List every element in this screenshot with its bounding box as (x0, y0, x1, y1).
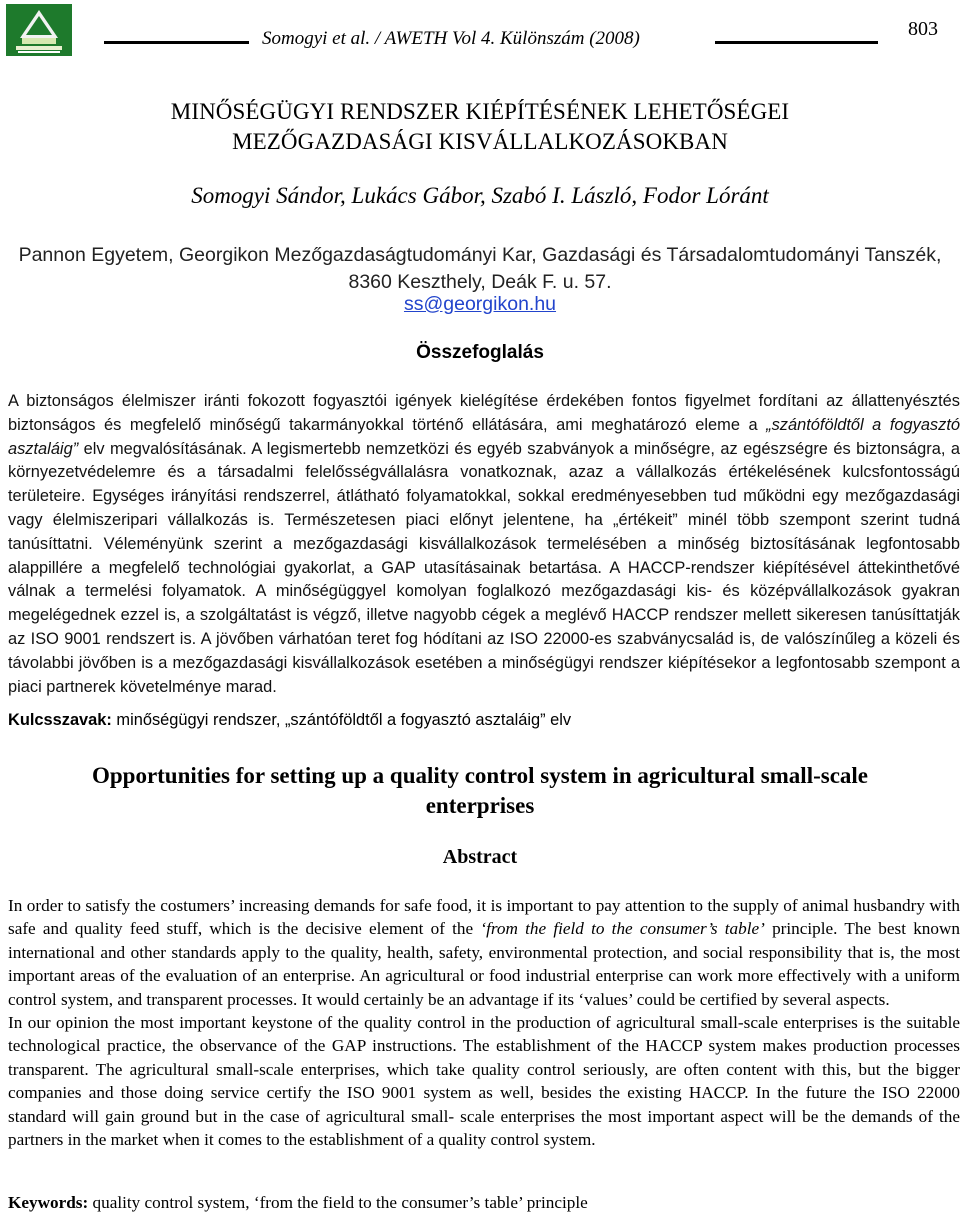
abstract-text: principle. The best known international and other standards apply to the quality, health, safety, environmental protection, and social responsibility that is, the most important areas of the evaluation of an enterprise. An agricultural or food industrial enterprise can work more effectively with a uniform control system, and transparent processes. It would certainly be an advantage if its ‘values’ could be certified by several aspects. (8, 919, 960, 1009)
keywords-text: minőségügyi rendszer, „szántóföldtől a fogyasztó asztaláig” elv (111, 711, 572, 729)
running-head: Somogyi et al. / AWETH Vol 4. Különszám (2008) (262, 28, 640, 49)
keywords-label: Kulcsszavak: (8, 711, 112, 729)
english-abstract-paragraph-1 (8, 894, 960, 1011)
hungarian-keywords (8, 709, 958, 732)
header-rule-left (104, 41, 249, 44)
page-number: 803 (908, 18, 938, 40)
affiliation-line2: 8360 Keszthely, Deák F. u. 57. (348, 271, 612, 293)
hungarian-abstract (8, 390, 960, 699)
affiliation-line1: Pannon Egyetem, Georgikon Mezőgazdaságtudományi Kar, Gazdasági és Társadalomtudományi Tanszék, (18, 244, 942, 266)
abstract-emphasis: ‘from the field to the consumer’s table’ (480, 919, 765, 939)
hungarian-title-line1: MINŐSÉGÜGYI RENDSZER KIÉPÍTÉSÉNEK LEHETŐSÉGEI (170, 99, 790, 124)
english-abstract-paragraph-2: In our opinion the most important keystone of the quality control in the production of agricultural small-scale enterprises is the suitable technological practice, the observance of the GAP instructions. The establishment of the HACCP system makes production processes transparent. The agricultural small-scale enterprises, which take quality control seriously, are often content with this, but the bigger companies and those doing service certify the ISO 9001 system as well, besides the existing HACCP. In the future the ISO 22000 standard will gain ground but in the case of agricultural small- scale enterprises the most important aspect will be the demands of the partners in the market when it comes to the establishment of a quality control system. (8, 1013, 960, 1150)
english-keywords (8, 1191, 958, 1214)
abstract-text: In order to satisfy the costumers’ increasing demands for safe food, it is important to pay attention to the supply of animal husbandry with safe and quality feed stuff, which is the decisive element of the (8, 896, 960, 939)
english-section-title: Abstract (442, 846, 518, 868)
abstract-emphasis: „szántóföldtől a fogyasztó asztaláig” (8, 415, 960, 458)
affiliation (0, 242, 960, 296)
english-title-line2: enterprises (425, 793, 535, 818)
hungarian-abstract-paragraph (8, 390, 960, 699)
authors: Somogyi Sándor, Lukács Gábor, Szabó I. László, Fodor Lóránt (191, 183, 769, 208)
hungarian-section-title: Összefoglalás (416, 342, 544, 363)
hungarian-title-line2: MEZŐGAZDASÁGI KISVÁLLALKOZÁSOKBAN (232, 129, 728, 154)
keywords-label: Keywords: (8, 1193, 89, 1212)
email-link[interactable] (0, 293, 960, 316)
email-text[interactable]: ss@georgikon.hu (403, 293, 557, 315)
english-title-line1: Opportunities for setting up a quality control system in agricultural small-scale (91, 763, 869, 788)
abstract-text: elv megvalósításának. A legismertebb nemzetközi és egyéb szabványok a minőségre, az egészségre és biztonságra, a környezetvédelemre és a társadalmi felelősségvállalásra vonatkoznak, azaz a vállalkozás értékelésének kulcsfontosságú területeire. Egységes irányítási rendszerrel, átlátható folyamatokkal, sokkal eredményesebben tud működni egy mezőgazdasági vagy élelmiszeripari vállalkozás is. Természetesen piaci előnyt jelentene, ha „értékeit” minél több szempont szerint tudná tanúsíttatni. Véleményünk szerint a mezőgazdasági kisvállalkozások termelésében a minőség biztosításának legfontosabb alappillére a megfelelő technológiai gyakorlat, a GAP utasításainak betartása. A HACCP-rendszer kiépítésével áttekinthetővé válnak a termelési folyamatok. A minőségüggyel komolyan foglalkozó mezőgazdasági kis- és középvállalkozások gyakran megelégednek ezzel is, a szolgáltatást is végző, illetve nagyobb cégek a meglévő HACCP rendszer mellett sikeresen tanúsíttatják az ISO 9001 rendszert is. A jövőben várhatóan teret fog hódítani az ISO 22000-es szabványcsalád is, de valószínűleg a közeli és távolabbi jövőben is a mezőgazdasági kisvállalkozások esetében a minőségügyi rendszer kiépítésekor a legfontosabb szempont a piaci partnerek követelménye marad. (8, 439, 960, 696)
english-title (0, 761, 960, 821)
abstract-text: A biztonságos élelmiszer iránti fokozott fogyasztói igények kielégítése érdekében fontos figyelmet fordítani az állattenyésztés biztonságos és megfelelő minőségű takarmányokkal történő ellátására, ami meghatározó eleme a (8, 392, 960, 434)
keywords-text: quality control system, ‘from the field to the consumer’s table’ principle (88, 1193, 588, 1212)
journal-logo-icon (6, 4, 72, 56)
header-rule-right (715, 41, 878, 44)
hungarian-title (0, 97, 960, 157)
english-abstract (8, 894, 960, 1151)
